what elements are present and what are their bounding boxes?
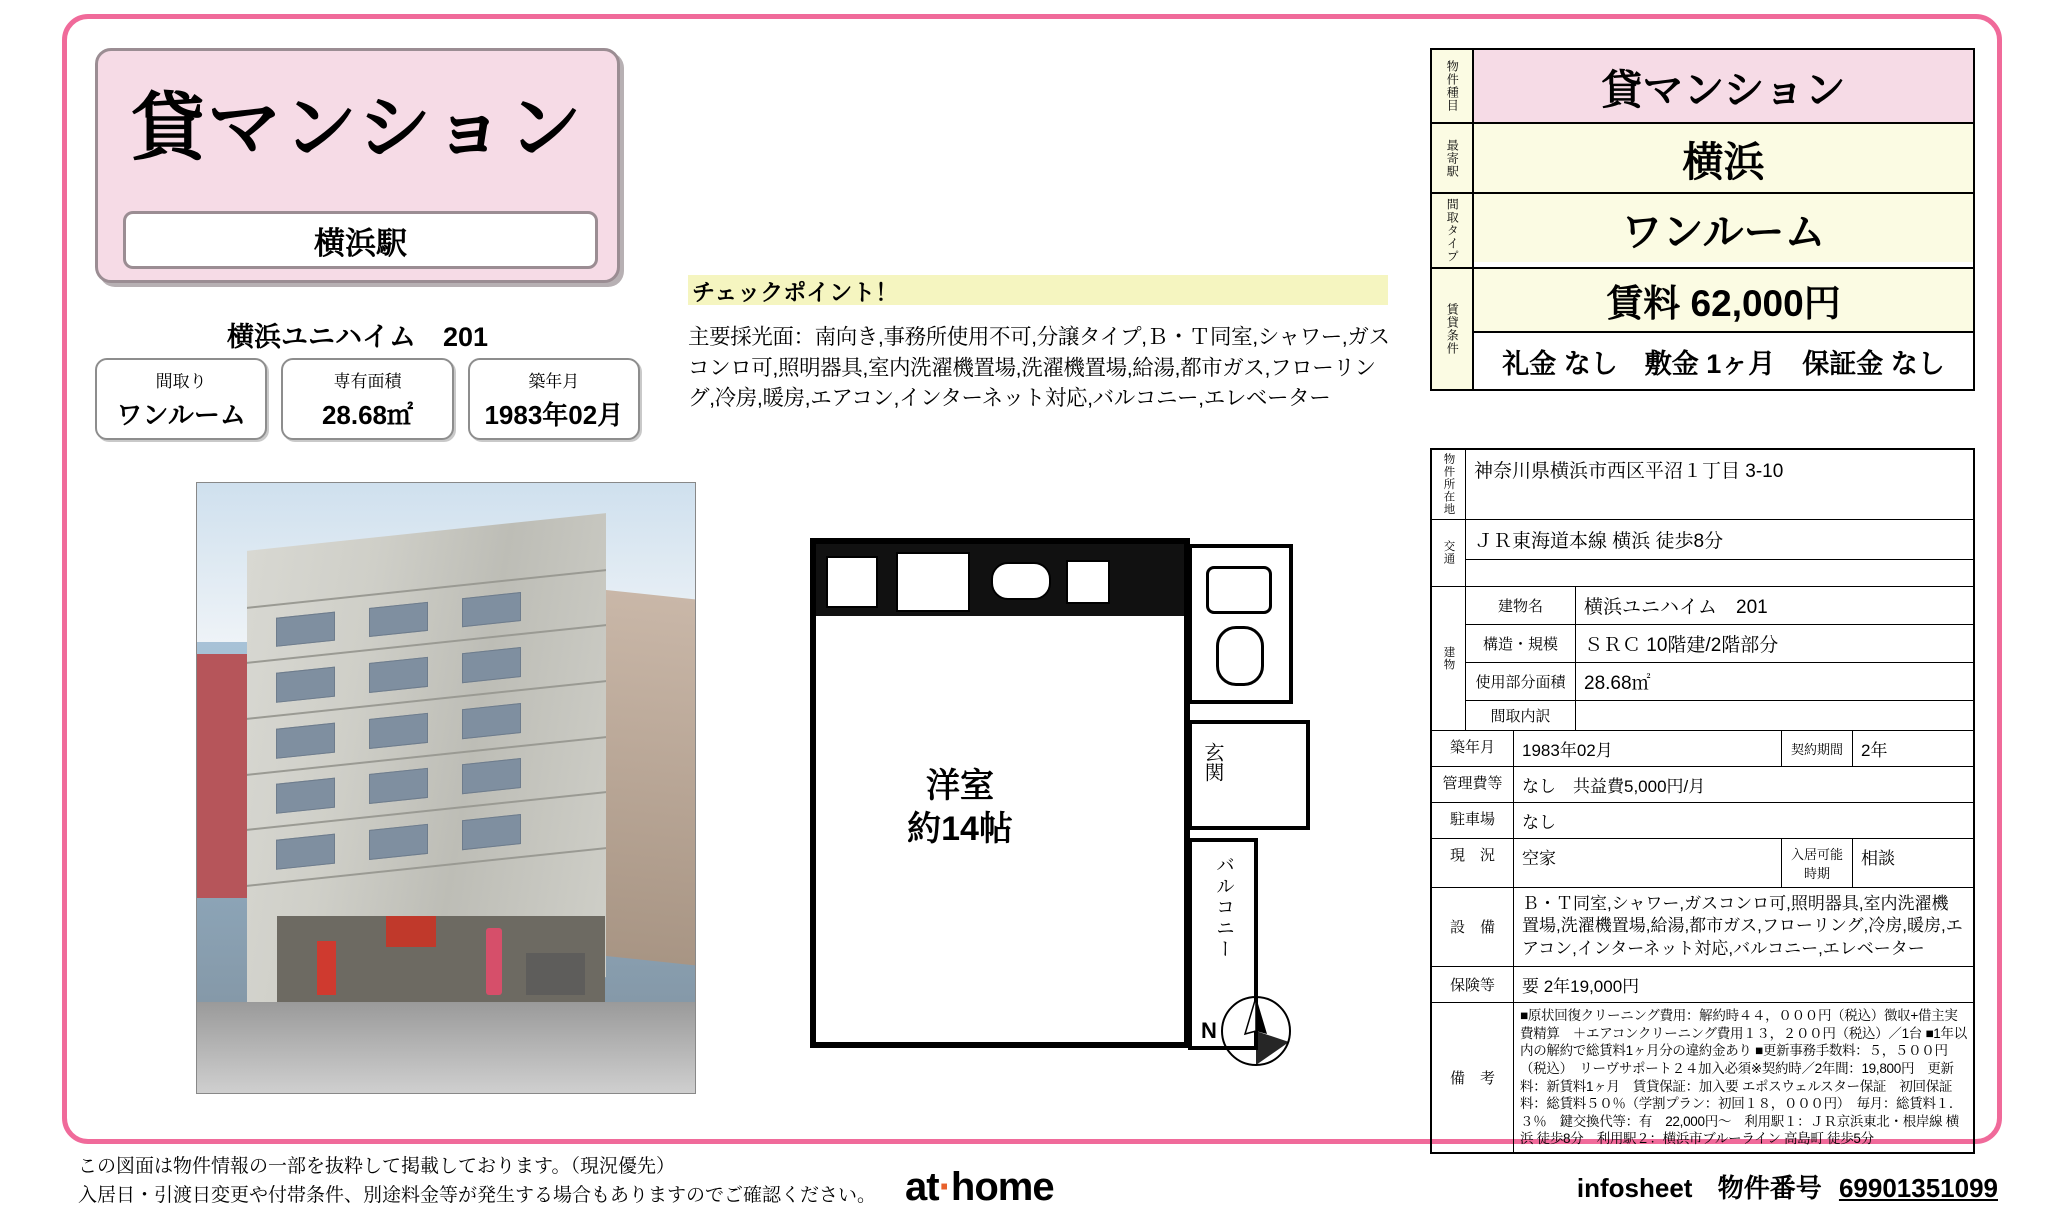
summary-row-rent xyxy=(1432,269,1973,389)
detail-insurance-row xyxy=(1432,967,1973,1003)
detail-layoutdetail-label: 間取内訳 xyxy=(1466,701,1576,730)
detail-area-row xyxy=(1466,663,1973,701)
detail-parking-label: 駐車場 xyxy=(1432,803,1514,838)
sink-icon xyxy=(896,552,970,612)
detail-mgmtfee-row xyxy=(1432,767,1973,803)
detail-equipment-label: 設 備 xyxy=(1432,888,1514,967)
detail-layoutdetail-row xyxy=(1466,701,1973,730)
detail-access-value: ＪＲ東海道本線 横浜 徒歩8分 xyxy=(1466,520,1973,560)
detail-movein-label: 入居可能時期 xyxy=(1781,839,1853,887)
detail-builtdate-label: 築年月 xyxy=(1432,731,1514,766)
spec-builtdate-label: 築年月 xyxy=(528,371,580,391)
photo-postbox xyxy=(317,941,337,996)
spec-layout xyxy=(95,358,267,440)
spec-area-value: 28.68㎡ xyxy=(321,399,414,430)
detail-mgmtfee-value: なし 共益費5,000円/月 xyxy=(1522,776,1706,796)
summary-head-rent: 賃貸条件 xyxy=(1432,269,1474,389)
detail-status-value: 空家 xyxy=(1522,848,1556,868)
property-number-label: 物件番号 xyxy=(1717,1173,1822,1203)
detail-access-row xyxy=(1432,520,1973,587)
photo-person xyxy=(486,928,502,995)
floorplan-bathroom xyxy=(1188,544,1293,704)
detail-mgmtfee-label: 管理費等 xyxy=(1432,767,1514,802)
detail-access-head: 交通 xyxy=(1432,520,1466,586)
toilet-icon xyxy=(1216,626,1264,686)
detail-builtdate-row xyxy=(1432,731,1973,767)
detail-building-name-value: 横浜ユニハイム 201 xyxy=(1584,596,1768,618)
checkpoint-title: チェックポイント！ xyxy=(688,275,1388,305)
detail-equipment-row xyxy=(1432,888,1973,968)
detail-structure-row xyxy=(1466,625,1973,663)
detail-building-name-row xyxy=(1466,587,1973,625)
photo-bicycles xyxy=(526,953,586,996)
summary-value-type: 貸マンション xyxy=(1474,50,1973,122)
floorplan xyxy=(790,520,1310,1090)
summary-row-station xyxy=(1432,124,1973,194)
detail-area-label: 使用部分面積 xyxy=(1466,663,1576,700)
building-name: 横浜ユニハイム 201 xyxy=(226,322,489,352)
spec-layout-value: ワンルーム xyxy=(116,399,246,430)
footer-disclaimer xyxy=(78,1152,978,1211)
stove-icon xyxy=(826,556,878,608)
floorplan-room-label: 洋室 約14帖 xyxy=(907,767,1013,848)
detail-equipment-value: Ｂ・Ｔ同室,シャワー,ガスコンロ可,照明器具,室内洗濯機置場,洗濯機置場,給湯,都市ガス,フローリング,冷房,暖房,エアコン,インターネット対応,バルコニー,エレベーター xyxy=(1522,893,1963,959)
detail-movein-value: 相談 xyxy=(1861,848,1895,868)
photo-awning xyxy=(386,916,436,947)
detail-access-value2 xyxy=(1466,560,1973,586)
checkpoint-body: 主要採光面：南向き,事務所使用不可,分譲タイプ,Ｂ・Ｔ同室,シャワー,ガスコンロ可,照明器具,室内洗濯機置場,洗濯機置場,給湯,都市ガス,フローリング,冷房,暖房,エアコン,インターネット対応,バルコニー,エレベーター xyxy=(688,325,1390,411)
photo-street xyxy=(197,1002,695,1094)
athome-logo: at·home xyxy=(905,1165,1054,1209)
compass-north-label: N xyxy=(1201,1018,1217,1043)
bathtub-icon xyxy=(1206,566,1272,614)
summary-row-layout xyxy=(1432,194,1973,269)
infosheet-label: infosheet xyxy=(1576,1173,1693,1203)
footer-disclaimer-line2: 入居日・引渡日変更や付帯条件、別途料金等が発生する場合もありますのでご確認ください。 xyxy=(78,1185,877,1207)
detail-address-value: 神奈川県横浜市西区平沼１丁目 3-10 xyxy=(1474,461,1784,482)
detail-remarks-row xyxy=(1432,1003,1973,1151)
property-photo xyxy=(196,482,696,1094)
summary-head-layout: 間取タイプ xyxy=(1432,194,1474,267)
summary-head-station: 最寄駅 xyxy=(1432,124,1474,192)
spec-row xyxy=(95,358,640,440)
washer-icon xyxy=(991,562,1051,600)
summary-row-type xyxy=(1432,50,1973,124)
detail-contract-label: 契約期間 xyxy=(1781,731,1853,766)
detail-building-row xyxy=(1432,587,1973,731)
spec-builtdate xyxy=(468,358,640,440)
detail-builtdate-value: 1983年02月 xyxy=(1522,740,1613,760)
infosheet-line xyxy=(1577,1168,1998,1205)
detail-insurance-label: 保険等 xyxy=(1432,967,1514,1002)
detail-address-head: 物件所在地 xyxy=(1432,450,1466,519)
floorplan-kitchen-strip xyxy=(816,544,1184,616)
compass-icon xyxy=(1201,990,1297,1072)
spec-builtdate-value: 1983年02月 xyxy=(484,399,624,430)
floorplan-balcony-label: バルコニー xyxy=(1213,855,1234,960)
detail-layoutdetail-value xyxy=(1576,701,1973,730)
detail-remarks-value: ■原状回復クリーニング費用：解約時４４，０００円（税込）徴収+借主実費精算 ＋エアコンクリーニング費用１３，２００円（税込）／1台 ■1年以内の解約で総賃料1ヶ月分の違約金あり ■更新事務手数料：５，５００円（税込） リーヴサポート２４加入必須※契約時／2年間：19,800円 更新料：新賃料1ヶ月 賃貸保証：加入要 エポスウェルスター保証 初回保証料：総賃料５０％（学割プラン：初回１８，０００円） 毎月：総賃料１．３％ 鍵交換代等：有 22,000円～ 利用駅１：ＪＲ京浜東北・根岸線 横浜 徒歩8分 利用駅２：横浜市ブルーライン 高島町 徒歩5分 xyxy=(1520,1008,1967,1147)
detail-insurance-value: 要 2年19,000円 xyxy=(1522,977,1640,997)
fridge-icon xyxy=(1066,560,1110,604)
detail-area-value: 28.68㎡ xyxy=(1584,672,1651,694)
spec-layout-label: 間取り xyxy=(155,371,207,391)
detail-contract-value: 2年 xyxy=(1861,740,1888,760)
property-type-title: 貸マンション xyxy=(131,86,584,169)
footer-disclaimer-line1: この図面は物件情報の一部を抜粋して掲載しております。（現況優先） xyxy=(78,1156,675,1177)
property-type-card xyxy=(95,48,620,283)
station-pill: 横浜駅 xyxy=(123,211,598,269)
detail-status-label: 現 況 xyxy=(1432,839,1514,887)
detail-address-row xyxy=(1432,450,1973,520)
detail-structure-value: ＳＲＣ 10階建/2階部分 xyxy=(1584,634,1779,656)
summary-value-rent: 賃料 62,000円 xyxy=(1474,269,1973,333)
detail-parking-value: なし xyxy=(1522,812,1556,832)
property-number-value: 69901351099 xyxy=(1838,1173,1998,1203)
summary-value-layout: ワンルーム xyxy=(1474,194,1973,262)
detail-building-name-label: 建物名 xyxy=(1466,587,1576,624)
detail-parking-row xyxy=(1432,803,1973,839)
summary-table xyxy=(1430,48,1975,391)
detail-structure-label: 構造・規模 xyxy=(1466,625,1576,662)
spec-area xyxy=(281,358,453,440)
floorplan-entry-label: 玄関 xyxy=(1201,742,1223,782)
detail-table xyxy=(1430,448,1975,1154)
summary-head-type: 物件種目 xyxy=(1432,50,1474,122)
detail-building-head: 建物 xyxy=(1432,587,1466,730)
summary-value-terms: 礼金 なし 敷金 1ヶ月 保証金 なし xyxy=(1474,333,1973,389)
summary-value-station: 横浜 xyxy=(1474,124,1973,192)
detail-remarks-label: 備 考 xyxy=(1432,1003,1514,1151)
spec-area-label: 専有面積 xyxy=(333,371,402,391)
detail-status-row xyxy=(1432,839,1973,888)
